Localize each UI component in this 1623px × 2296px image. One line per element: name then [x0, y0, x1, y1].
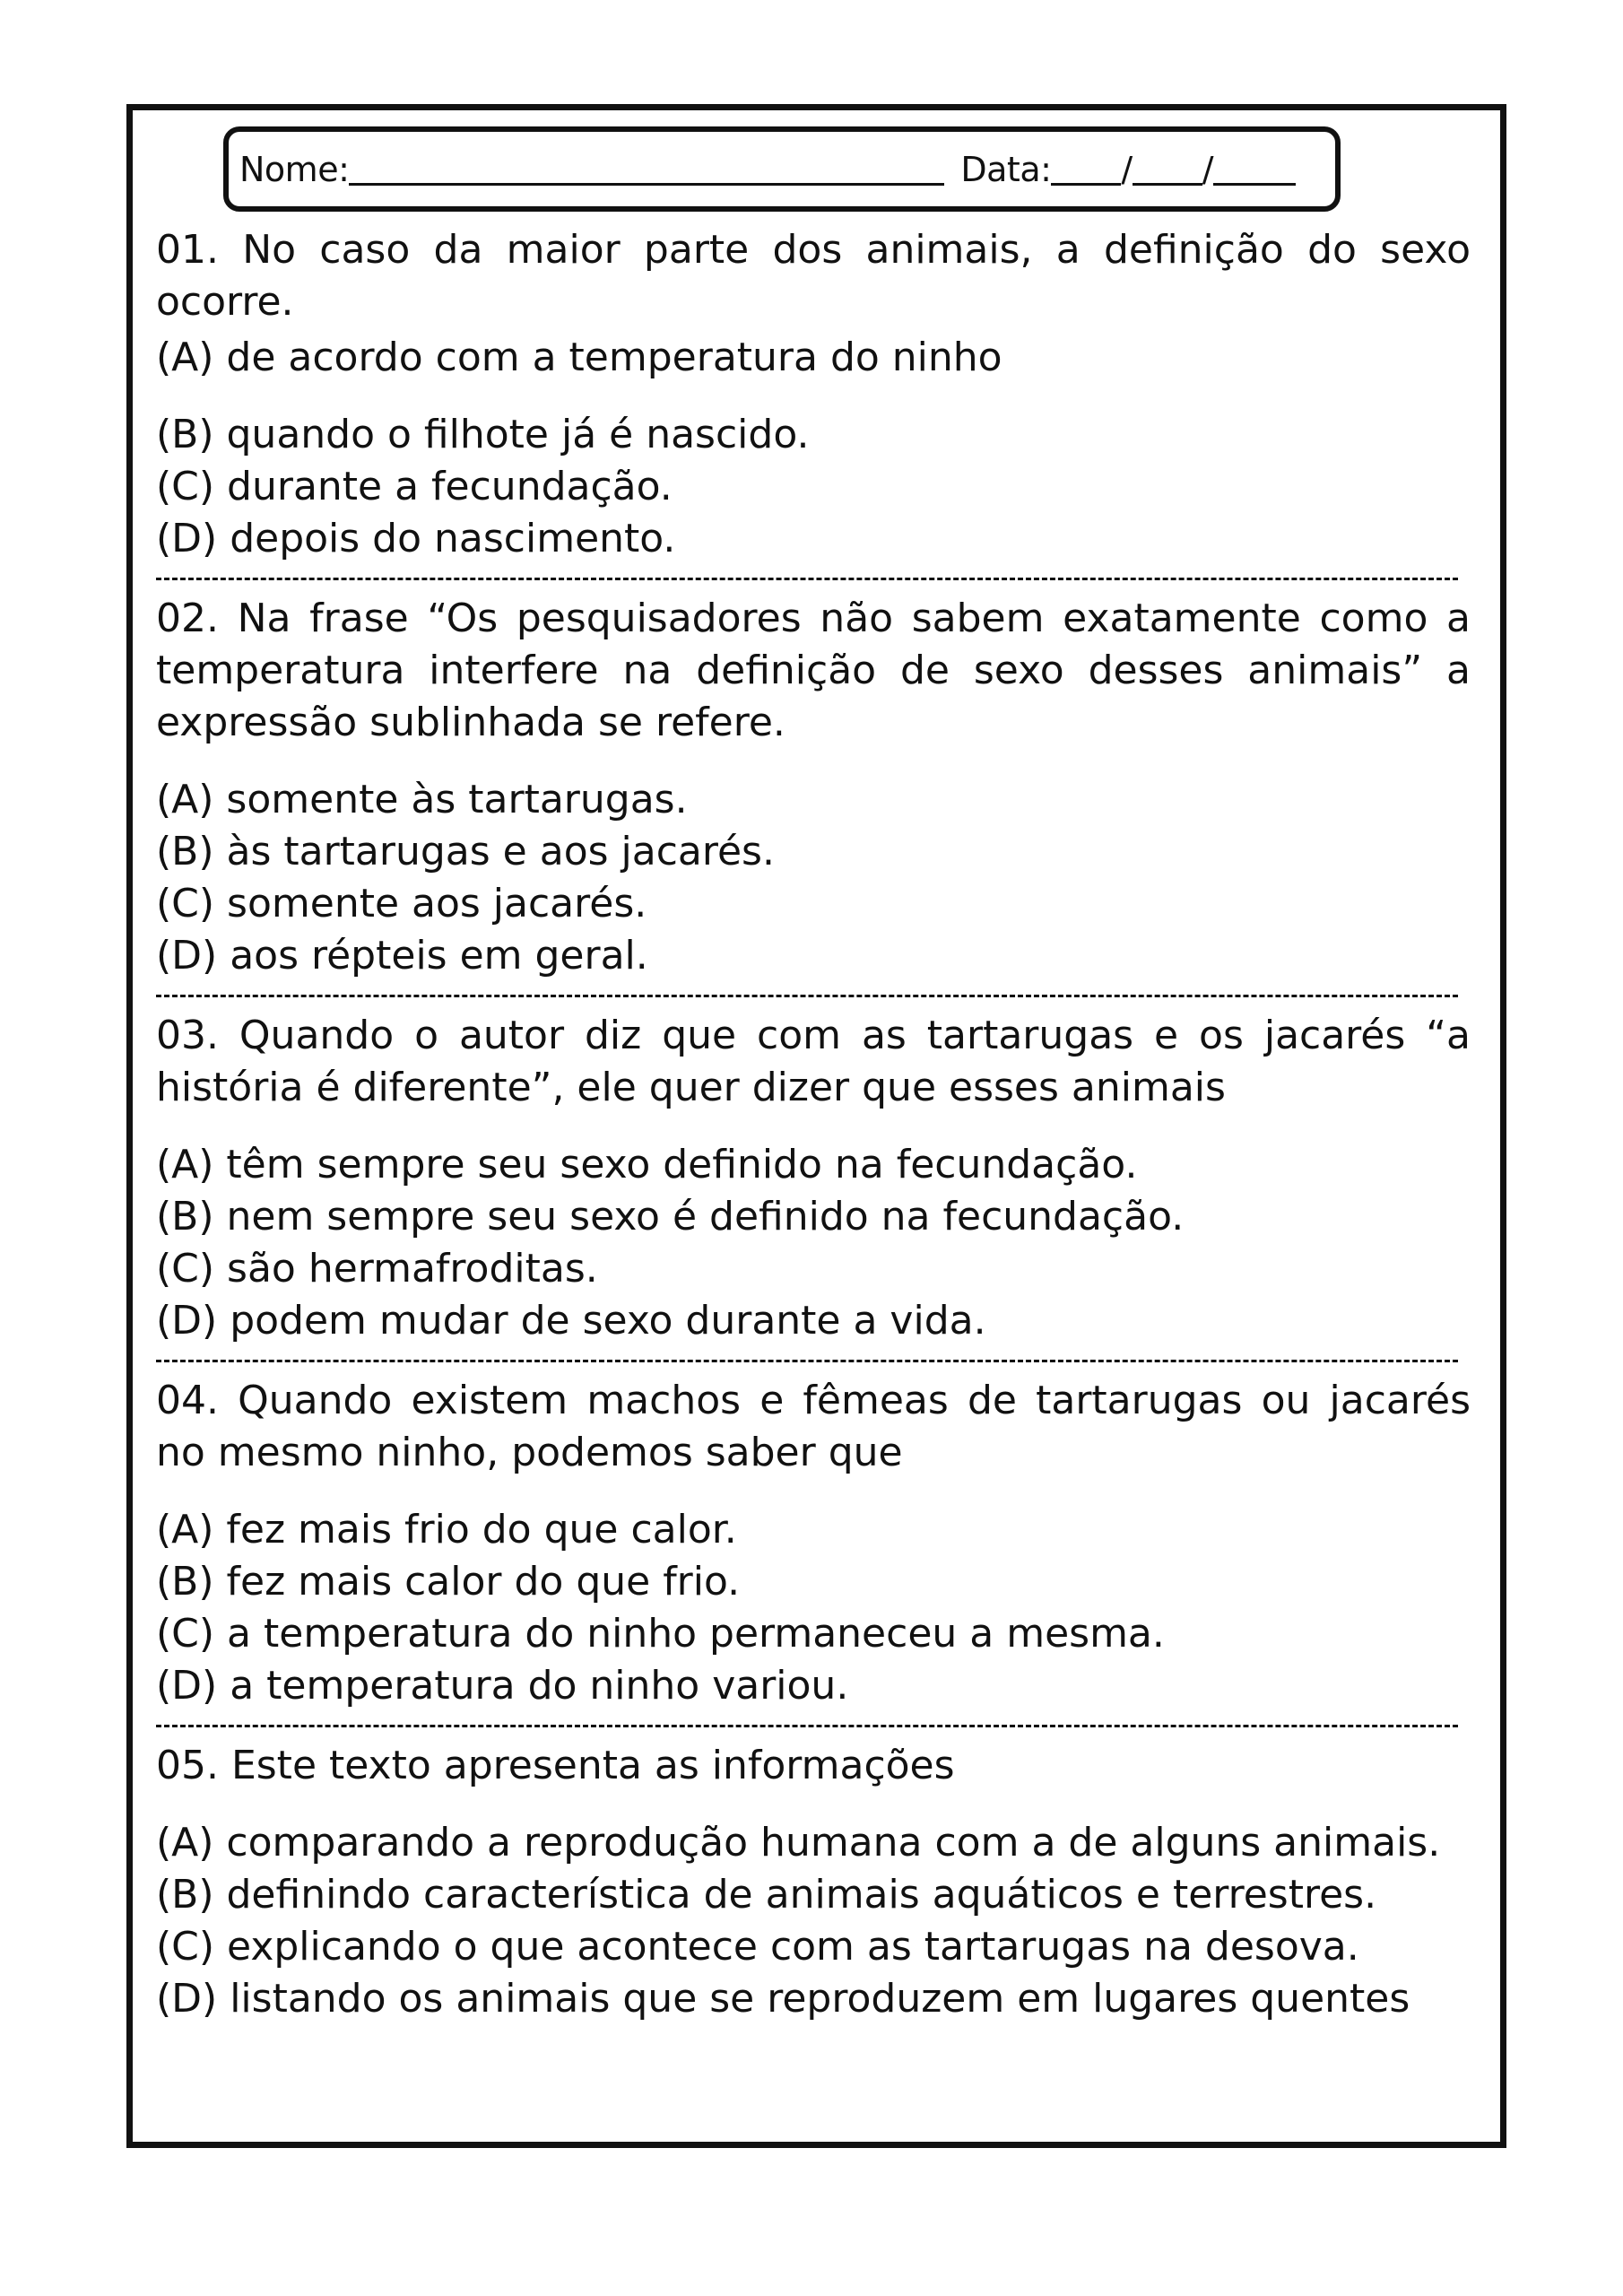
option-d[interactable]: (D) a temperatura do ninho variou.: [156, 1663, 849, 1709]
question-text: 02. Na frase “Os pesquisadores não sabem exatamente como a temperatura interfere na definição de sexo desses animais” a expressão sublinhada se refere.: [156, 596, 1471, 745]
option-d[interactable]: (D) podem mudar de sexo durante a vida.: [156, 1298, 986, 1344]
name-label: Nome:: [239, 149, 350, 189]
question-text: 01. No caso da maior parte dos animais, a definição do sexo ocorre.: [156, 227, 1471, 325]
option-b[interactable]: (B) fez mais calor do que frio.: [156, 1559, 741, 1605]
date-label: Data:: [960, 149, 1052, 189]
question-text: 05. Este texto apresenta as informações: [156, 1743, 955, 1788]
date-separator-1: /: [1121, 149, 1133, 189]
option-a[interactable]: (A) de acordo com a temperatura do ninho: [156, 335, 1002, 380]
question-text: 03. Quando o autor diz que com as tartarugas e os jacarés “a história é diferente”, ele quer dizer que esses animais: [156, 1013, 1471, 1110]
option-d[interactable]: (D) listando os animais que se reproduzem em lugares quentes: [156, 1976, 1410, 2022]
question-block: [156, 593, 1471, 982]
option-list: [156, 1817, 1471, 2025]
question-block: [156, 1375, 1471, 1712]
option-b[interactable]: (B) nem sempre seu sexo é definido na fecundação.: [156, 1194, 1185, 1239]
option-b[interactable]: (B) quando o filhote já é nascido.: [156, 412, 810, 457]
question-block: [156, 1010, 1471, 1347]
date-year-field[interactable]: [1213, 152, 1296, 186]
date-separator-2: /: [1202, 149, 1214, 189]
date-month-field[interactable]: [1133, 152, 1202, 186]
option-list: [156, 1139, 1471, 1347]
option-list: [156, 1504, 1471, 1712]
question-block: [156, 1740, 1471, 2025]
option-c[interactable]: (C) a temperatura do ninho permaneceu a mesma.: [156, 1611, 1165, 1657]
question-block: [156, 224, 1471, 565]
option-c[interactable]: (C) são hermafroditas.: [156, 1246, 598, 1292]
option-c[interactable]: (C) durante a fecundação.: [156, 464, 673, 509]
option-list: [156, 332, 1471, 565]
option-d[interactable]: (D) depois do nascimento.: [156, 516, 676, 561]
option-list: [156, 774, 1471, 982]
dashed-divider: [156, 1360, 1458, 1362]
option-a[interactable]: (A) somente às tartarugas.: [156, 777, 688, 822]
option-d[interactable]: (D) aos répteis em geral.: [156, 933, 648, 978]
option-a[interactable]: (A) têm sempre seu sexo definido na fecundação.: [156, 1142, 1138, 1187]
option-c[interactable]: (C) explicando o que acontece com as tartarugas na desova.: [156, 1924, 1359, 1970]
dashed-divider: [156, 995, 1458, 997]
option-b[interactable]: (B) às tartarugas e aos jacarés.: [156, 829, 775, 874]
option-a[interactable]: (A) fez mais frio do que calor.: [156, 1507, 737, 1552]
option-b[interactable]: (B) definindo característica de animais aquáticos e terrestres.: [156, 1872, 1377, 1918]
student-header-box: [223, 126, 1341, 212]
option-a[interactable]: (A) comparando a reprodução humana com a de alguns animais.: [156, 1820, 1441, 1866]
question-text: 04. Quando existem machos e fêmeas de tartarugas ou jacarés no mesmo ninho, podemos saber que: [156, 1378, 1471, 1475]
name-field[interactable]: [349, 152, 944, 186]
date-day-field[interactable]: [1051, 152, 1121, 186]
dashed-divider: [156, 578, 1458, 580]
dashed-divider: [156, 1725, 1458, 1727]
option-c[interactable]: (C) somente aos jacarés.: [156, 881, 647, 926]
questions-list: [156, 224, 1471, 2025]
